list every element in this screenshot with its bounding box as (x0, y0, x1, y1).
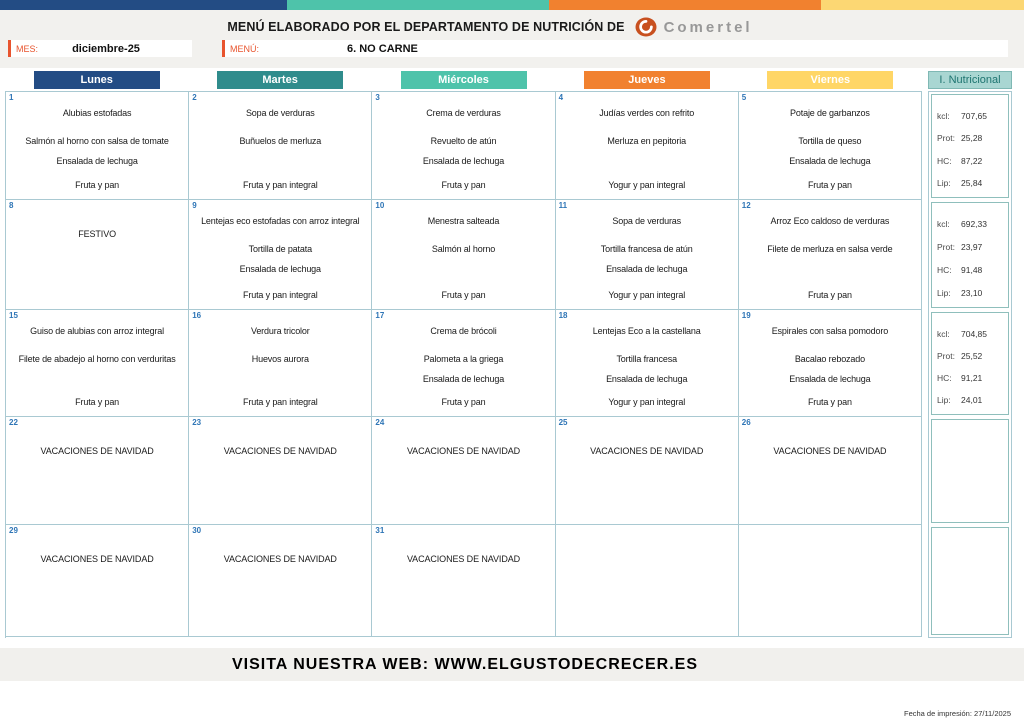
weekday-column (188, 71, 371, 89)
top-accent-bar (0, 0, 1024, 10)
holiday-label: VACACIONES DE NAVIDAD (40, 554, 154, 564)
dessert-line: Yogur y pan integral (608, 289, 686, 300)
day-cell-2 (189, 92, 372, 200)
holiday-label: VACACIONES DE NAVIDAD (590, 446, 704, 456)
dish-line: Ensalada de lechuga (789, 373, 871, 384)
dish-line: Filete de abadejo al horno con verduritas (18, 354, 176, 365)
nutrition-row (937, 351, 1005, 361)
nutrition-value: 25,52 (961, 351, 983, 361)
dish-line: Tortilla de patata (248, 244, 312, 255)
dessert-line: Fruta y pan (807, 396, 852, 407)
day-number: 22 (9, 418, 18, 427)
weekday-header-viernes: Viernes (767, 71, 893, 89)
dish-line: Ensalada de lechuga (239, 263, 321, 274)
mes-accent-bar (8, 40, 11, 57)
day-number: 25 (558, 418, 568, 427)
dish-line: Ensalada de lechuga (56, 155, 138, 166)
top-accent-segment (821, 0, 1024, 10)
nutrition-label: Lip: (937, 177, 951, 188)
nutrition-label: kcl: (937, 111, 950, 121)
dessert-line: Fruta y pan (807, 289, 852, 300)
nutrition-value: 91,48 (961, 265, 983, 275)
weekday-column (555, 71, 738, 89)
day-cell-15 (6, 310, 189, 417)
dish-line: Verdura tricolor (250, 326, 310, 336)
header-band (0, 10, 1024, 68)
dessert-line: Fruta y pan (75, 396, 120, 407)
dessert-line: Fruta y pan (441, 396, 486, 407)
nutrition-row (937, 265, 1005, 275)
nutrition-label: Prot: (937, 351, 955, 361)
title-row (0, 10, 1002, 37)
dish-line: Salmón al horno con salsa de tomate (25, 136, 169, 147)
day-number: 3 (375, 93, 380, 102)
dish-line: Alubias estofadas (62, 108, 132, 118)
menu-label: MENÚ: (230, 43, 259, 54)
day-number: 17 (375, 311, 385, 320)
dessert-line: Fruta y pan (75, 179, 120, 190)
nutrition-row (937, 133, 1005, 143)
holiday-label: VACACIONES DE NAVIDAD (223, 554, 337, 564)
day-number: 15 (9, 311, 18, 320)
mes-value: diciembre-25 (72, 42, 140, 55)
dish-line: Buñuelos de merluza (239, 136, 322, 147)
nutrition-value: 23,10 (961, 288, 983, 298)
comertel-logo-icon (635, 17, 657, 37)
day-cell-29 (6, 525, 189, 637)
top-accent-segment (549, 0, 821, 10)
footer-inner (0, 656, 930, 674)
weekday-header-martes: Martes (217, 71, 343, 89)
dessert-line: Fruta y pan (441, 179, 486, 190)
menu-accent-bar (222, 40, 225, 57)
weekday-header-row (5, 71, 1024, 89)
brand-name: Comertel (663, 18, 753, 36)
nutrition-row (937, 219, 1005, 229)
weekday-header-lunes: Lunes (34, 71, 160, 89)
day-cell-30 (189, 525, 372, 637)
day-cell-12 (739, 200, 922, 310)
nutrition-label: kcl: (937, 329, 950, 339)
weekday-column (739, 71, 922, 89)
day-cell-1 (6, 92, 189, 200)
dish-line: Salmón al horno (431, 244, 496, 255)
dessert-line: Fruta y pan integral (243, 396, 318, 407)
nutrition-label: kcl: (937, 219, 950, 229)
nutrition-values-box (931, 202, 1009, 308)
top-accent-segment (287, 0, 549, 10)
day-number: 26 (741, 418, 751, 427)
day-cell-19 (739, 310, 922, 417)
dessert-line: Fruta y pan (441, 289, 486, 300)
dish-line: Judías verdes con refrito (599, 108, 695, 118)
day-cell-17 (372, 310, 555, 417)
nutrition-column-header: I. Nutricional (928, 71, 1012, 89)
weekday-columns (5, 71, 922, 89)
mes-label: MES: (16, 43, 39, 54)
footer-band (0, 648, 1024, 681)
dish-line: Ensalada de lechuga (422, 373, 505, 384)
day-cell-24 (372, 417, 555, 525)
day-cell-26 (739, 417, 922, 525)
website-banner: VISITA NUESTRA WEB: WWW.ELGUSTODECRECER.ES (231, 655, 698, 673)
nutrition-row (937, 329, 1005, 339)
dessert-line: Fruta y pan integral (243, 179, 318, 190)
dish-line: Ensalada de lechuga (422, 155, 505, 166)
nutrition-label: Lip: (937, 288, 951, 298)
day-number: 12 (741, 201, 751, 210)
dish-line: Crema de verduras (426, 108, 501, 118)
day-number: 5 (741, 93, 747, 102)
day-number: 11 (558, 201, 568, 210)
day-number: 19 (741, 311, 751, 320)
dish-line: Arroz Eco caldoso de verduras (770, 216, 890, 226)
dish-line: Ensalada de lechuga (606, 263, 688, 274)
dish-line: Merluza en pepitoria (607, 136, 686, 147)
weekday-header-miércoles: Miércoles (401, 71, 527, 89)
dish-line: Sopa de verduras (612, 216, 682, 226)
holiday-label: VACACIONES DE NAVIDAD (406, 446, 521, 456)
day-number: 10 (375, 201, 385, 210)
day-cell-empty (739, 525, 922, 637)
day-cell-10 (372, 200, 555, 310)
day-cell-18 (556, 310, 739, 417)
day-number: 1 (9, 93, 14, 102)
dessert-line: Fruta y pan integral (243, 289, 318, 300)
day-cell-empty (556, 525, 739, 637)
day-cell-16 (189, 310, 372, 417)
holiday-label: VACACIONES DE NAVIDAD (223, 446, 337, 456)
nutrition-value: 23,97 (961, 242, 983, 252)
day-number: 24 (375, 418, 385, 427)
nutrition-label: HC: (937, 373, 952, 383)
nutrition-row (937, 178, 1005, 188)
day-number: 29 (9, 526, 18, 535)
calendar-grid (5, 91, 1024, 638)
dish-line: Ensalada de lechuga (789, 155, 871, 166)
nutrition-column (928, 91, 1012, 638)
nutrition-value: 24,01 (961, 395, 983, 405)
dish-line: Huevos aurora (251, 354, 309, 365)
nutrition-row (937, 156, 1005, 166)
nutrition-value: 707,65 (961, 111, 987, 121)
dish-line: Filete de merluza en salsa verde (767, 244, 893, 255)
day-number: 23 (192, 418, 202, 427)
nutrition-label: Prot: (937, 133, 955, 144)
day-number: 2 (192, 93, 197, 102)
page-title: MENÚ ELABORADO POR EL DEPARTAMENTO DE NUTRICIÓN DE (227, 20, 625, 34)
dish-line: Sopa de verduras (245, 108, 315, 118)
day-number: 4 (558, 93, 564, 102)
weekday-column (5, 71, 188, 89)
days-grid (5, 91, 922, 638)
dish-line: Crema de brócoli (430, 326, 497, 336)
day-cell-11 (556, 200, 739, 310)
day-number: 30 (192, 526, 202, 535)
nutrition-label: Prot: (937, 242, 955, 252)
calendar-area (0, 68, 1024, 642)
dish-line: Tortilla de queso (798, 136, 862, 147)
dessert-line: Yogur y pan integral (608, 179, 686, 190)
nutrition-row (937, 242, 1005, 252)
nutrition-label: Lip: (937, 395, 951, 405)
holiday-label: VACACIONES DE NAVIDAD (40, 446, 154, 456)
nutrition-values-box (931, 94, 1009, 198)
top-accent-segment (0, 0, 287, 10)
dish-line: Bacalao rebozado (794, 354, 865, 365)
nutrition-value: 25,84 (961, 177, 983, 188)
nutrition-empty-box (931, 419, 1009, 523)
nutrition-value: 91,21 (961, 373, 983, 383)
nutrition-value: 692,33 (961, 219, 987, 229)
dish-line: Tortilla francesa de atún (600, 244, 693, 255)
day-cell-25 (556, 417, 739, 525)
menu-value: 6. NO CARNE (347, 42, 418, 55)
mes-box (8, 40, 192, 57)
day-cell-31 (372, 525, 555, 637)
day-cell-9 (189, 200, 372, 310)
day-cell-4 (556, 92, 739, 200)
dish-line: Ensalada de lechuga (606, 373, 688, 384)
dish-line: Lentejas Eco a la castellana (592, 326, 701, 336)
dish-line: Lentejas eco estofadas con arroz integral (201, 216, 360, 226)
day-cell-8 (6, 200, 189, 310)
day-number: 31 (375, 526, 385, 535)
dish-line: Menestra salteada (427, 216, 500, 226)
day-number: 16 (192, 311, 202, 320)
dish-line: Espirales con salsa pomodoro (771, 326, 889, 336)
nutrition-row (937, 288, 1005, 298)
nutrition-row (937, 395, 1005, 405)
nutrition-empty-box (931, 527, 1009, 635)
weekday-column (372, 71, 555, 89)
nutrition-label: HC: (937, 265, 952, 275)
day-cell-23 (189, 417, 372, 525)
dessert-line: Yogur y pan integral (608, 396, 686, 407)
nutrition-value: 87,22 (961, 155, 983, 166)
nutrition-row (937, 373, 1005, 383)
nutrition-value: 25,28 (961, 133, 983, 144)
holiday-label: VACACIONES DE NAVIDAD (406, 554, 521, 564)
day-number: 9 (192, 201, 197, 210)
menu-box (222, 40, 1008, 57)
nutrition-row (937, 111, 1005, 121)
nutrition-value: 704,85 (961, 329, 987, 339)
dish-line: Revuelto de atún (430, 136, 497, 147)
holiday-label: FESTIVO (78, 229, 116, 239)
day-cell-5 (739, 92, 922, 200)
dish-line: Potaje de garbanzos (790, 108, 870, 118)
dish-line: Palometa a la griega (423, 354, 504, 365)
nutrition-values-box (931, 312, 1009, 415)
day-cell-22 (6, 417, 189, 525)
print-date: Fecha de impresión: 27/11/2025 (903, 709, 1011, 718)
meta-row (8, 40, 1008, 57)
weekday-header-jueves: Jueves (584, 71, 710, 89)
day-cell-3 (372, 92, 555, 200)
nutrition-label: HC: (937, 155, 952, 166)
dish-line: Guiso de alubias con arroz integral (30, 326, 165, 336)
day-number: 18 (558, 311, 568, 320)
day-number: 8 (9, 201, 14, 210)
dessert-line: Fruta y pan (807, 179, 852, 190)
dish-line: Tortilla francesa (616, 354, 677, 365)
holiday-label: VACACIONES DE NAVIDAD (773, 446, 887, 456)
